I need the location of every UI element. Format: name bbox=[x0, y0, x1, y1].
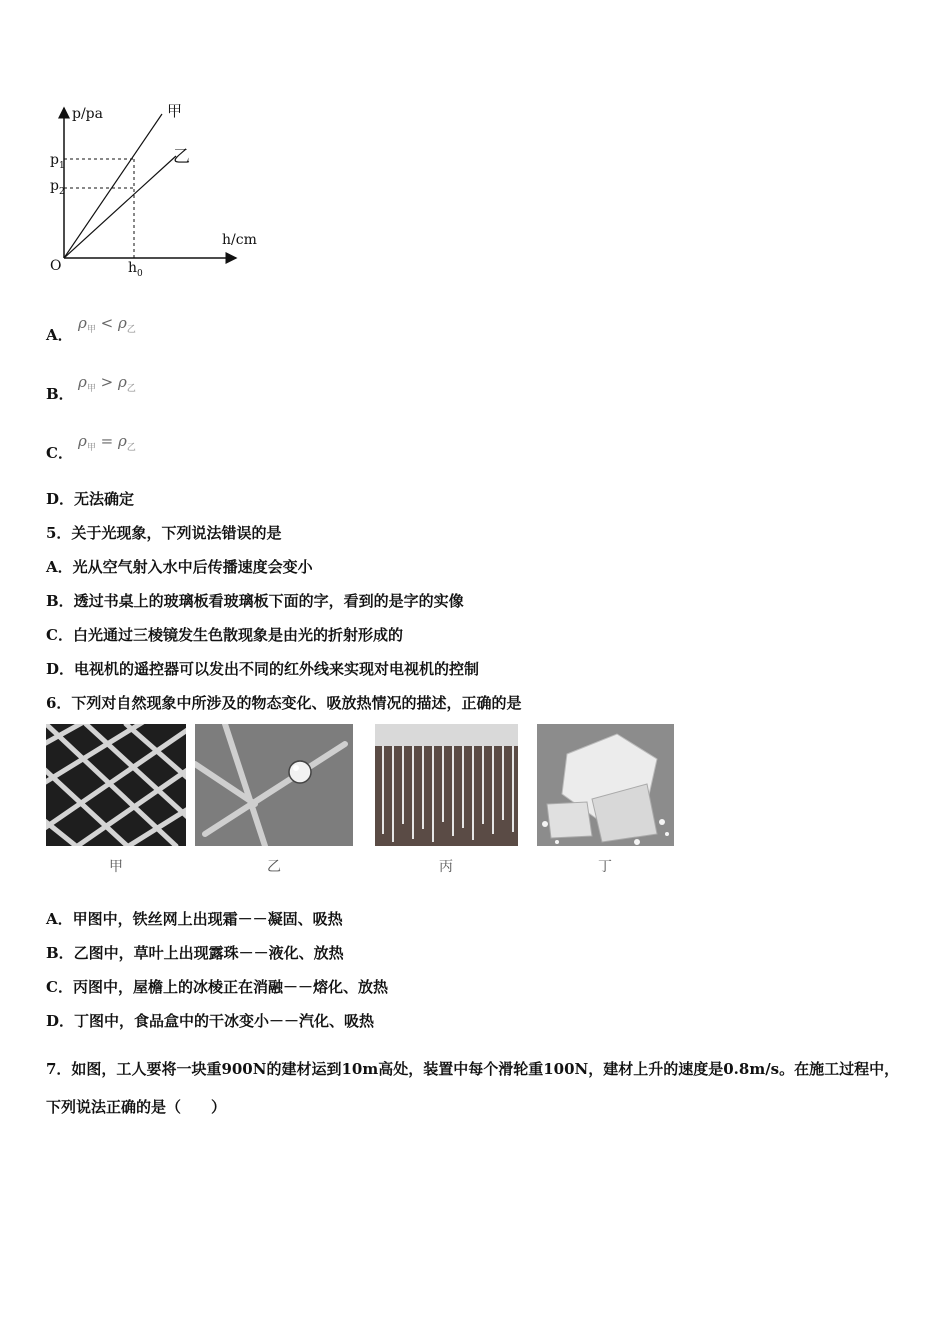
option-b-label: B． bbox=[46, 385, 74, 403]
q5-stem: 5．关于光现象，下列说法错误的是 bbox=[46, 524, 282, 542]
q4-option-d: D．无法确定 bbox=[46, 490, 135, 508]
photo-ding-dry-ice bbox=[537, 724, 674, 846]
q6-option-d: D．丁图中，食品盒中的干冰变小－－汽化、吸热 bbox=[46, 1012, 375, 1030]
q5-option-b: B．透过书桌上的玻璃板看玻璃板下面的字，看到的是字的实像 bbox=[46, 592, 464, 610]
photo-bing-svg bbox=[375, 724, 518, 846]
option-a-formula: $\rho_甲 < \rho_乙$ bbox=[78, 314, 136, 335]
option-a-label: A． bbox=[46, 326, 73, 344]
photo-jia-frost-mesh bbox=[46, 724, 186, 846]
line-yi-label: 乙 bbox=[173, 147, 190, 167]
line-jia-label: 甲 bbox=[167, 102, 183, 120]
origin-label: O bbox=[50, 258, 62, 274]
photo-bing-icicles bbox=[375, 724, 518, 846]
photo-jia-svg bbox=[46, 724, 186, 846]
line-yi bbox=[64, 156, 176, 258]
q5-option-a: A．光从空气射入水中后传播速度会变小 bbox=[46, 558, 313, 576]
p2-label: $p_2$ bbox=[50, 178, 65, 197]
line-jia bbox=[64, 114, 162, 258]
y-axis-label: p/pa bbox=[72, 106, 103, 122]
photo-ding-svg bbox=[537, 724, 674, 846]
photo-caption-yi: 乙 bbox=[267, 859, 281, 875]
option-b-formula: $\rho_甲 > \rho_乙$ bbox=[78, 373, 136, 394]
x-axis-label: h/cm bbox=[222, 232, 257, 248]
h0-label: $h_0$ bbox=[128, 260, 143, 279]
q5-option-c: C．白光通过三棱镜发生色散现象是由光的折射形成的 bbox=[46, 626, 403, 644]
option-c-formula: $\rho_甲 = \rho_乙$ bbox=[78, 432, 136, 453]
q5-option-d: D．电视机的遥控器可以发出不同的红外线来实现对电视机的控制 bbox=[46, 660, 480, 678]
photo-yi-dew-grass bbox=[195, 724, 353, 846]
graph-svg bbox=[40, 100, 280, 285]
q6-option-c: C．丙图中，屋檐上的冰棱正在消融－－熔化、放热 bbox=[46, 978, 388, 996]
q6-option-a: A．甲图中，铁丝网上出现霜－－凝固、吸热 bbox=[46, 910, 343, 928]
pressure-depth-graph bbox=[40, 100, 280, 285]
photo-caption-bing: 丙 bbox=[439, 859, 453, 875]
photo-yi-svg bbox=[195, 724, 353, 846]
photo-caption-ding: 丁 bbox=[598, 859, 612, 875]
option-c-label: C． bbox=[46, 444, 73, 462]
q6-stem: 6．下列对自然现象中所涉及的物态变化、吸放热情况的描述，正确的是 bbox=[46, 694, 522, 712]
photo-caption-jia: 甲 bbox=[109, 859, 123, 875]
p1-label: $p_1$ bbox=[50, 152, 65, 171]
q7-stem: 7．如图，工人要将一块重900N的建材运到10m高处，装置中每个滑轮重100N，建材上升的速度是0.8m/s。在施工过程中，下列说法正确的是（ ） bbox=[46, 1060, 900, 1116]
q6-option-b: B．乙图中，草叶上出现露珠－－液化、放热 bbox=[46, 944, 344, 962]
